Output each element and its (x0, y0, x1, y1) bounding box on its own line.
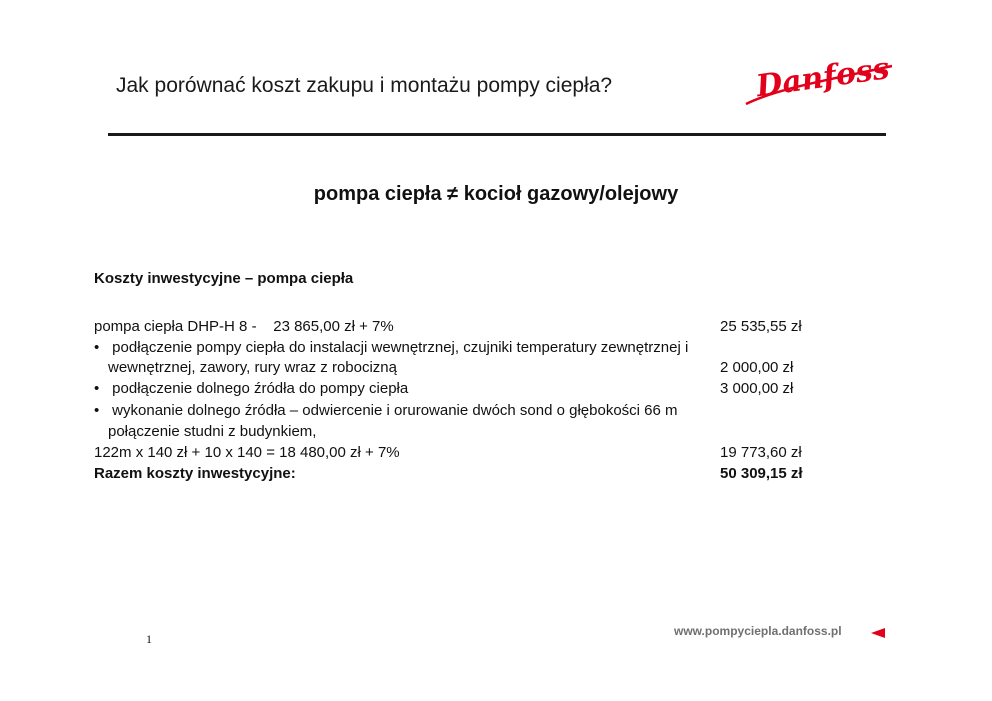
total-label: Razem koszty inwestycyjne: (94, 465, 296, 482)
cost-line-drilling-calc (94, 444, 834, 464)
cost-line-lower-source-execution (94, 402, 834, 422)
total-amount: 50 309,15 zł (720, 465, 803, 482)
cost-line-amount: 3 000,00 zł (720, 380, 794, 397)
page-title: Jak porównać koszt zakupu i montażu pompy ciepła? (116, 74, 613, 97)
cost-line-text: wewnętrznej, zawory, rury wraz z robocizną (108, 359, 397, 376)
cost-line-internal-connection (94, 339, 834, 359)
footer-arrow-icon (871, 628, 885, 638)
cost-line-amount: 19 773,60 zł (720, 444, 802, 461)
footer-url: www.pompyciepla.danfoss.pl (674, 624, 842, 638)
danfoss-logo (738, 46, 896, 112)
cost-line-text: 122m x 140 zł + 10 x 140 = 18 480,00 zł + 7% (94, 444, 400, 461)
cost-line-well-connection (94, 423, 848, 443)
cost-line-amount: 25 535,55 zł (720, 318, 802, 335)
section-heading: Koszty inwestycyjne – pompa ciepła (94, 270, 354, 287)
cost-line-amount: 2 000,00 zł (720, 359, 794, 376)
cost-line-text: podłączenie pompy ciepła do instalacji wewnętrznej, czujniki temperatury zewnętrznej i (112, 339, 689, 356)
cost-line-text: pompa ciepła DHP-H 8 - 23 865,00 zł + 7% (94, 318, 394, 335)
header-divider (108, 133, 886, 136)
cost-line-text: połączenie studni z budynkiem, (108, 423, 317, 440)
slide-subtitle: pompa ciepła ≠ kocioł gazowy/olejowy (313, 183, 679, 205)
cost-line-text: podłączenie dolnego źródła do pompy ciepła (112, 380, 409, 397)
cost-line-text: wykonanie dolnego źródła – odwiercenie i orurowanie dwóch sond o głębokości 66 m (112, 402, 678, 419)
cost-total-line (94, 465, 834, 485)
page-number: 1 (146, 632, 152, 646)
cost-line-internal-connection-cont (94, 359, 848, 379)
svg-text:Danfoss: Danfoss (754, 51, 892, 105)
cost-line-heat-pump (94, 318, 834, 338)
cost-line-lower-source-connection (94, 380, 834, 400)
